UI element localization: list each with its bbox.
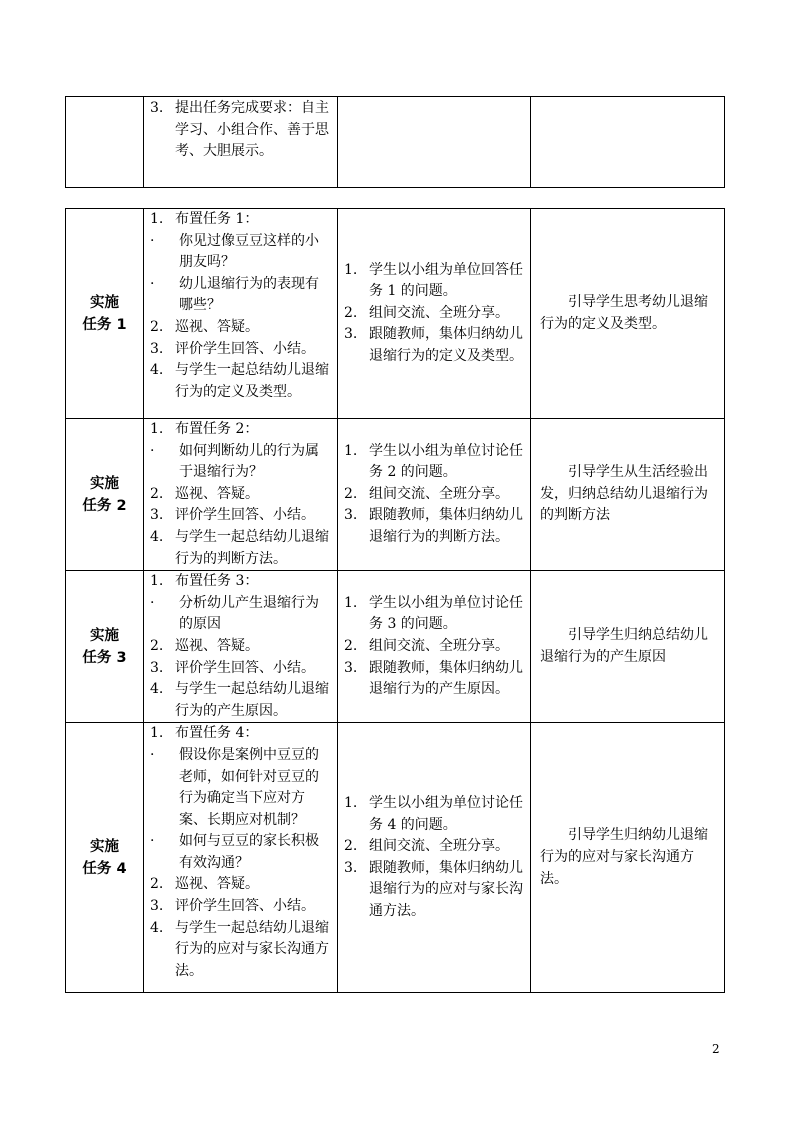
task-label-cell [66,571,144,723]
student-activity-cell [338,209,531,419]
list-text: 与学生一起总结幼儿退缩行为的产生原因。 [175,681,329,719]
list-item [344,836,524,858]
list-item [150,274,331,317]
design-intent-cell [531,723,725,993]
list-marker: 3. [150,659,164,676]
list-marker: · [150,232,155,249]
list-marker: 2. [344,485,358,502]
list-marker: · [150,746,155,763]
design-intent-text: 引导学生归纳总结幼儿退缩行为的产生原因 [540,627,708,665]
list-marker: 3. [150,898,164,915]
list-marker: 1. [150,211,164,227]
task-label: 任务 3 [82,649,127,666]
list-item [150,918,331,983]
list-marker: 3. [344,507,358,524]
top-label-cell [66,97,144,188]
list-text: 组间交流、全班分享。 [369,838,509,855]
list-item [150,209,331,231]
list-text: 跟随教师，集体归纳幼儿退缩行为的判断方法。 [369,507,523,545]
list-marker: 2. [344,838,358,855]
list-item [150,896,331,918]
list-item [150,505,331,527]
teacher-activity-cell [144,723,338,993]
list-item [344,441,524,484]
teacher-activity-cell-list [144,723,337,982]
list-text: 巡视、答疑。 [175,637,259,654]
list-marker: 1. [344,442,358,459]
task-label-cell [66,209,144,419]
list-marker: 4. [150,528,164,545]
task-label: 实施 [90,627,119,644]
list-marker: 1. [344,795,358,812]
list-item [150,339,331,361]
list-text: 评价学生回答、小结。 [175,340,315,357]
design-intent-text: 引导学生思考幼儿退缩行为的定义及类型。 [540,293,708,332]
list-text: 布置任务 4： [175,725,259,742]
student-activity-cell-list [338,793,530,923]
list-marker: 1. [150,421,164,437]
list-marker: 1. [150,573,164,590]
list-item [344,793,524,836]
list-text: 组间交流、全班分享。 [369,485,509,502]
list-item [150,636,331,658]
list-text: 假设你是案例中豆豆的老师，如何针对豆豆的行为确定当下应对方案、长期应对机制？ [179,746,319,828]
list-item [150,527,331,570]
list-marker: 3. [150,340,164,357]
list-item [150,317,331,339]
design-intent-text: 引导学生归纳幼儿退缩行为的应对与家长沟通方法。 [540,827,708,887]
list-text: 学生以小组为单位讨论任务 4 的问题。 [369,795,523,833]
list-text: 组间交流、全班分享。 [369,304,509,321]
list-text: 评价学生回答、小结。 [175,898,315,915]
list-marker: · [150,442,155,459]
task-label: 实施 [90,475,119,492]
list-text: 你见过像豆豆这样的小朋友吗？ [179,232,319,271]
list-marker: 3. [344,659,358,676]
list-text: 评价学生回答、小结。 [175,659,315,676]
list-item [344,484,524,506]
list-text: 布置任务 1： [175,211,259,227]
list-item [150,658,331,680]
design-intent-cell [531,209,725,419]
list-marker: · [150,275,155,292]
task-row [66,723,725,993]
list-marker: 4. [150,919,164,936]
list-text: 与学生一起总结幼儿退缩行为的应对与家长沟通方法。 [175,919,329,979]
student-activity-cell-list [338,441,530,549]
list-marker: 2. [150,637,164,654]
list-marker: 2. [344,304,358,321]
list-item [150,484,331,506]
list-marker: 2. [150,485,164,502]
task-label: 任务 2 [82,497,127,514]
task-label: 实施 [90,294,119,311]
task-label: 任务 4 [82,860,127,877]
list-item [344,593,524,636]
list-text: 如何与豆豆的家长积极有效沟通？ [179,833,319,871]
student-activity-cell-list [338,593,530,701]
task-row [66,209,725,419]
design-intent-cell [531,419,725,571]
list-item [150,593,331,636]
task-label-cell [66,723,144,993]
student-activity-cell-list [338,260,530,368]
list-text: 分析幼儿产生退缩行为的原因 [179,594,319,633]
student-activity-cell [338,723,531,993]
list-text: 评价学生回答、小结。 [175,507,315,524]
list-item [150,571,331,593]
list-item [150,419,331,441]
list-text: 布置任务 3： [175,573,259,590]
list-text: 组间交流、全班分享。 [369,637,509,654]
list-marker: 2. [150,318,164,335]
list-text: 跟随教师，集体归纳幼儿退缩行为的产生原因。 [369,659,523,698]
page-number: 2 [712,1042,720,1056]
list-item [344,324,524,367]
list-item [150,360,331,403]
list-marker: 2. [150,876,164,893]
list-item [150,745,331,831]
top-student-cell [338,97,531,188]
list-item [150,679,331,722]
teacher-activity-cell-list [144,209,337,403]
list-text: 学生以小组为单位回答任务 1 的问题。 [369,261,523,300]
list-marker: · [150,833,155,850]
list-marker: 4. [150,681,164,698]
design-intent-text: 引导学生从生活经验出发，归纳总结幼儿退缩行为的判断方法 [540,464,708,524]
list-text: 巡视、答疑。 [175,485,259,502]
teacher-activity-cell-list [144,419,337,570]
top-activity-list [144,98,337,163]
student-activity-cell [338,419,531,571]
teacher-activity-cell [144,209,338,419]
list-text: 如何判断幼儿的行为属于退缩行为？ [179,442,319,481]
list-text: 跟随教师，集体归纳幼儿退缩行为的定义及类型。 [369,326,523,364]
list-text: 巡视、答疑。 [175,876,259,893]
task-label-cell [66,419,144,571]
list-item [150,441,331,484]
list-item [344,260,524,303]
list-item [344,636,524,658]
task-table [65,208,725,993]
list-item [150,723,331,745]
task-label: 任务 1 [82,316,127,333]
list-marker: 3. [344,326,358,343]
list-item [150,831,331,874]
teacher-activity-cell [144,571,338,723]
list-text: 跟随教师，集体归纳幼儿退缩行为的应对与家长沟通方法。 [369,859,523,919]
top-activities-cell [144,97,338,188]
list-text: 布置任务 2： [175,421,259,437]
list-item: 3. 提出任务完成要求：自主学习、小组合作、善于思考、大胆展示。 [150,100,329,160]
list-item [344,303,524,325]
list-marker: 1. [344,594,358,611]
student-activity-cell [338,571,531,723]
list-marker: · [150,594,155,611]
list-marker: 3. [150,507,164,524]
task-row [66,419,725,571]
list-text: 幼儿退缩行为的表现有哪些？ [179,275,319,314]
list-text: 与学生一起总结幼儿退缩行为的判断方法。 [175,528,329,567]
task-label: 实施 [90,838,119,855]
list-item [344,505,524,548]
task-row [66,571,725,723]
list-item [344,858,524,923]
list-marker: 4. [150,362,164,379]
list-item [150,874,331,896]
teacher-activity-cell-list [144,571,337,722]
list-item [344,658,524,701]
list-marker: 3. [344,859,358,876]
list-marker: 1. [344,261,358,278]
list-text: 与学生一起总结幼儿退缩行为的定义及类型。 [175,362,329,400]
list-marker: 1. [150,725,164,742]
top-table-fragment [65,96,725,188]
teacher-activity-cell [144,419,338,571]
list-text: 巡视、答疑。 [175,318,259,335]
list-text: 学生以小组为单位讨论任务 3 的问题。 [369,594,523,633]
list-item [150,231,331,274]
design-intent-cell [531,571,725,723]
top-goal-cell [531,97,725,188]
list-marker: 2. [344,637,358,654]
list-text: 学生以小组为单位讨论任务 2 的问题。 [369,442,523,481]
